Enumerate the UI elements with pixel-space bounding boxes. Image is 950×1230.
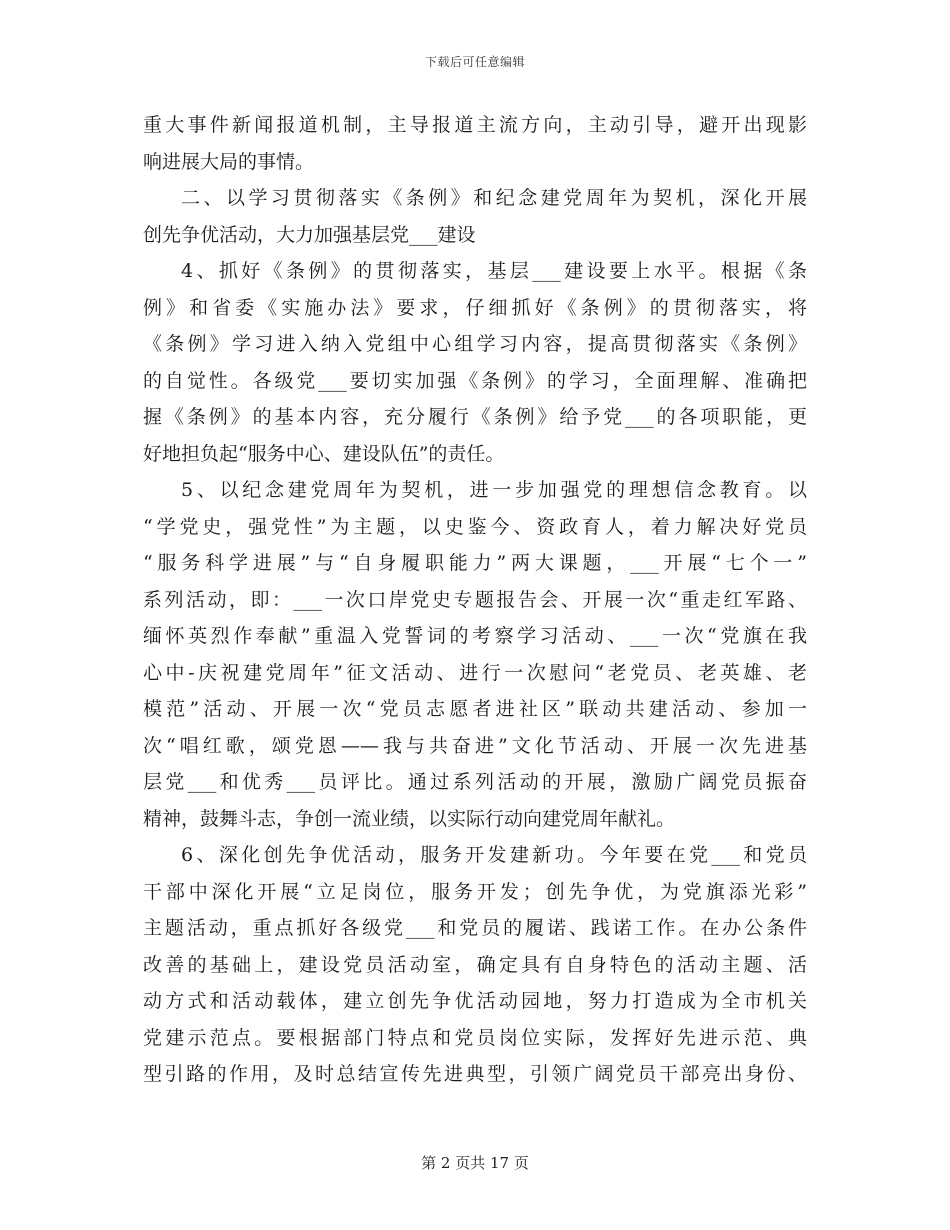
text-line: 创先争优活动，大力加强基层党___建设 (143, 223, 476, 246)
text-line: 响进展大局的事情。 (143, 150, 315, 173)
text-line: 干部中深化开展“立足岗位，服务开发；创先争优，为党旗添光彩” (143, 880, 807, 903)
text-line: 改善的基础上，建设党员活动室，确定具有自身特色的活动主题、活 (143, 953, 807, 976)
text-line: 《条例》学习进入纳入党组中心组学习内容，提高贯彻落实《条例》 (143, 333, 807, 355)
page-footer: 第 2 页共 17 页 (421, 1154, 529, 1172)
text-line: 模范”活动、开展一次“党员志愿者进社区”联动共建活动、参加一 (143, 698, 807, 720)
body-text (143, 107, 807, 1093)
text-line: 5、以纪念建党周年为契机，进一步加强党的理想信念教育。以 (181, 479, 807, 501)
text-line: 层党___和优秀___员评比。通过系列活动的开展，激励广阔党员振奋 (143, 771, 807, 793)
text-line: 重大事件新闻报道机制，主导报道主流方向，主动引导，避开出现影 (143, 114, 807, 136)
text-line: 缅怀英烈作奉献”重温入党誓词的考察学习活动、___一次“党旗在我 (143, 625, 807, 647)
text-line: 二、以学习贯彻落实《条例》和纪念建党周年为契机，深化开展 (181, 187, 807, 209)
text-line: 6、深化创先争优活动，服务开发建新功。今年要在党___和党员 (181, 844, 807, 866)
text-line: 动方式和活动载体，建立创先争优活动园地，努力打造成为全市机关 (143, 990, 807, 1012)
text-line: 主题活动，重点抓好各级党___和党员的履诺、践诺工作。在办公条件 (143, 917, 807, 939)
text-line: 好地担负起“服务中心、建设队伍”的责任。 (143, 442, 505, 465)
text-line: 系列活动，即：___一次口岸党史专题报告会、开展一次“重走红军路、 (143, 588, 807, 611)
text-line: “学党史，强党性”为主题，以史鉴今、资政育人，着力解决好党员 (143, 515, 807, 538)
text-line: 的自觉性。各级党___要切实加强《条例》的学习，全面理解、准确把 (143, 369, 807, 392)
text-line: 党建示范点。要根据部门特点和党员岗位实际，发挥好先进示范、典 (143, 1026, 807, 1049)
text-line: 4、抓好《条例》的贯彻落实，基层___建设要上水平。根据《条 (181, 260, 807, 282)
page-header: 下载后可任意编辑 (424, 55, 525, 69)
text-line: 次“唱红歌，颂党恩——我与共奋进”文化节活动、开展一次先进基 (143, 734, 807, 757)
text-line: 精神，鼓舞斗志，争创一流业绩，以实际行动向建党周年献礼。 (143, 807, 676, 830)
text-line: 心中-庆祝建党周年”征文活动、进行一次慰问“老党员、老英雄、老 (143, 661, 807, 684)
text-line: 例》和省委《实施办法》要求，仔细抓好《条例》的贯彻落实，将 (143, 296, 807, 319)
text-line: 握《条例》的基本内容，充分履行《条例》给予党___的各项职能，更 (143, 406, 807, 428)
text-line: 型引路的作用，及时总结宣传先进典型，引领广阔党员干部亮出身份、 (143, 1063, 807, 1085)
text-line: “服务科学进展”与“自身履职能力”两大课题，___开展“七个一” (143, 552, 807, 574)
